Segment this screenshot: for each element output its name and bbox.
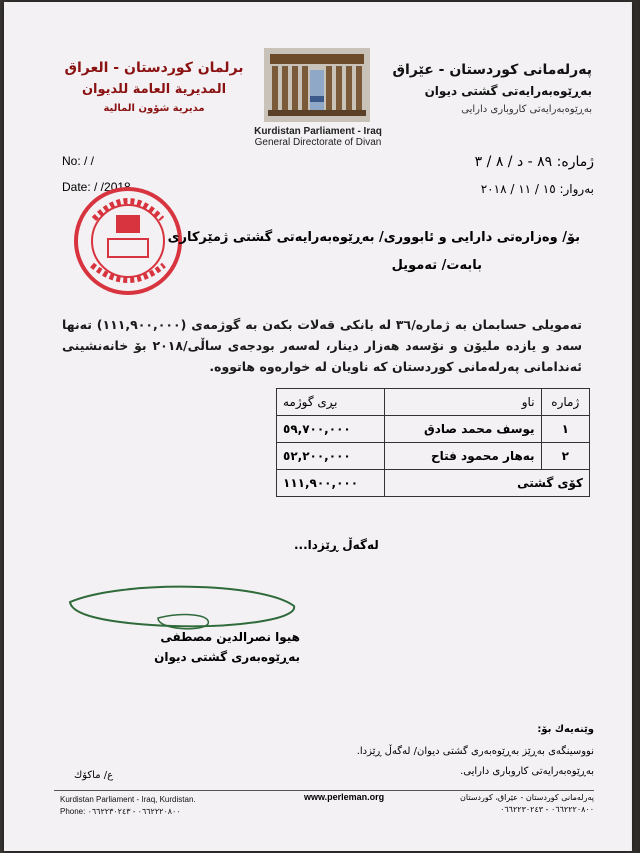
footer-right <box>460 792 594 816</box>
parliament-building-logo <box>262 46 372 124</box>
row-amount: ٥٩,٧٠٠,٠٠٠ <box>277 416 385 443</box>
footer-address-ku: پەرلەمانی كوردستان - عێراق، كوردستان <box>460 793 594 802</box>
page-edge-shadow <box>630 0 640 853</box>
row-amount: ٥٢,٢٠٠,٠٠٠ <box>277 443 385 470</box>
reference-number-en: No: / / <box>62 154 95 168</box>
total-label: كۆی گشتی <box>384 470 589 497</box>
date-ku: بەروار: ١٥ / ١١ / ٢٠١٨ <box>480 182 594 196</box>
table-total-row <box>277 470 590 497</box>
table-header-row <box>277 389 590 416</box>
logo-title: Kurdistan Parliament - Iraq <box>254 126 382 137</box>
reference-number-ku: ژمارە: ٨٩ - د / ٨ / ٣ <box>474 154 594 170</box>
row-name: بەهار محمود فتاح <box>384 443 541 470</box>
letter-body: تەمویلی حسابمان بە ژمارە/٣٦ لە بانكی قەلات بكەن بە گوژمەی (١١١,٩٠٠,٠٠٠) تەنها سەد و یازدە ملیۆن و نۆسەد هەزار دینار، لەسەر بودجەی ساڵی/٢٠١٨ بۆ خانەنشینی ئەندامانی پەرلەمانی كوردستان كە ناویان لە خوارەوە هاتووە. <box>62 317 582 374</box>
table-row <box>277 443 590 470</box>
footer-address-en: Kurdistan Parliament - Iraq, Kurdistan. <box>60 795 196 804</box>
signer-name: هیوا نصرالدین مصطفی <box>160 630 300 644</box>
logo-caption <box>240 126 396 148</box>
initials-abbreviation: ع/ ماكۆك <box>74 770 114 781</box>
total-amount: ١١١,٩٠٠,٠٠٠ <box>277 470 385 497</box>
header-arabic-line3: مديرية شؤون المالية <box>103 103 205 114</box>
row-number: ١ <box>541 416 589 443</box>
header-arabic-line2: المديرية العامة للديوان <box>81 82 227 97</box>
header-number: ژمارە <box>541 389 589 416</box>
closing-regards: لەگەڵ ڕێزدا... <box>294 538 379 552</box>
row-name: یوسف محمد صادق <box>384 416 541 443</box>
signer-title: بەڕێوەبەری گشتی دیوان <box>154 650 300 664</box>
table-row <box>277 416 590 443</box>
header-kurdish-line2: بەڕێوەبەرایەتی گشتی دیوان <box>424 84 592 98</box>
footer-website[interactable]: www.perleman.org <box>304 792 385 802</box>
header-arabic-line1: برلمان كوردستان - العراق <box>64 60 244 76</box>
cc-list <box>314 742 594 782</box>
header-kurdish-line1: پەرلەمانی كوردستان - عێراق <box>392 62 592 78</box>
footer-divider <box>54 790 594 791</box>
payment-table <box>276 388 590 497</box>
date-en: Date: / /2018 <box>62 180 131 194</box>
header-amount: بڕی گوژمە <box>277 389 385 416</box>
cc-heading: وێنەیەك بۆ: <box>537 724 594 735</box>
logo-subtitle: General Directorate of Divan <box>254 137 382 148</box>
cc-item: بەڕێوەبەرایەتی كاروباری دارایی. <box>460 766 594 777</box>
signer-block <box>100 630 300 664</box>
recipient-line: بۆ/ وەزارەتی دارایی و ئابووری/ بەڕێوەبەرایەتی گشتی ژمێرکاری <box>167 230 580 245</box>
header-kurdish <box>392 62 592 115</box>
header-kurdish-line3: بەڕێوەبەرایەتی كاروباری دارایی <box>461 104 592 115</box>
footer-left <box>60 794 196 818</box>
header-name: ناو <box>384 389 541 416</box>
subject-line: بابەت/ تەمویل <box>391 258 482 273</box>
footer-phone-ku: ٠٦٦٢٢٢٠٨٠٠ - ٠٦٦٢٢٣٠٢٤٣ <box>500 805 594 814</box>
document-page <box>4 2 632 851</box>
header-arabic <box>59 60 249 114</box>
cc-item: نووسینگەی بەڕێز بەڕێوەبەری گشتی دیوان/ لەگەڵ ڕێزدا. <box>356 746 594 757</box>
row-number: ٢ <box>541 443 589 470</box>
footer-phone-en: Phone: ٠٦٦٢٢٢٠٨٠٠ - ٠٦٦٢٢٣٠٢٤٣ <box>60 807 181 816</box>
